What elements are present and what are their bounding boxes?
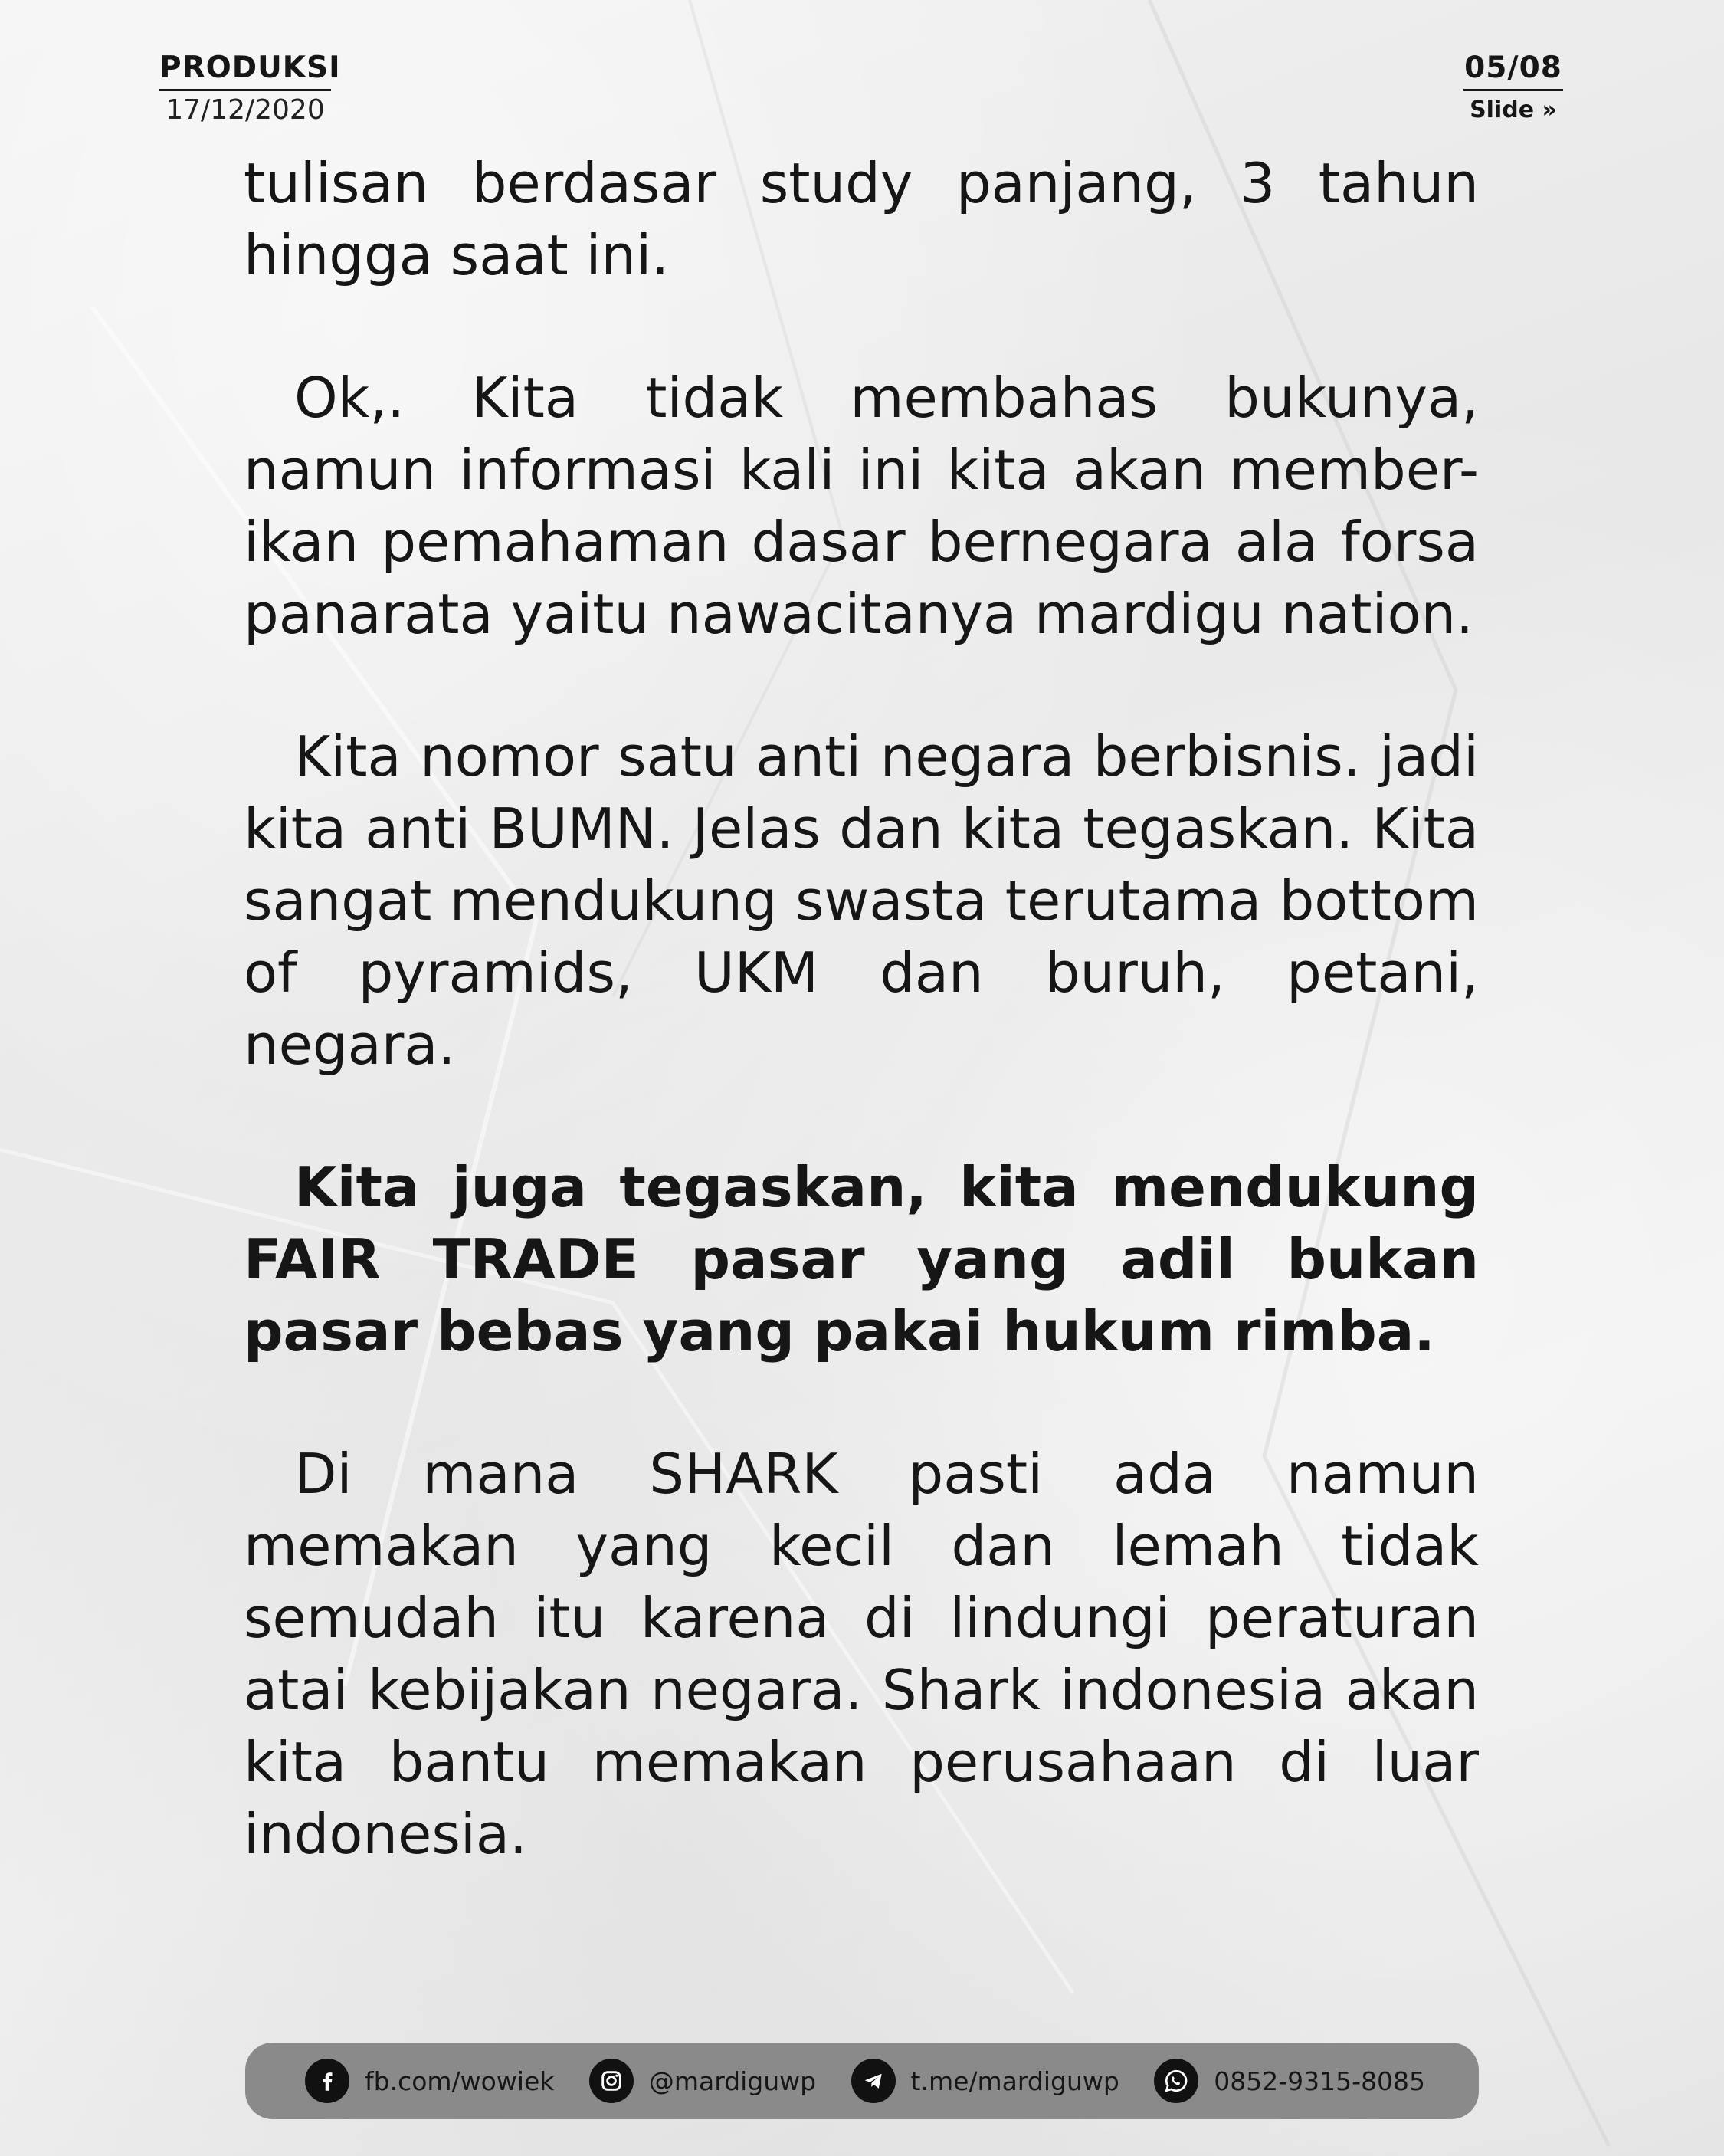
telegram-handle: t.me/mardiguwp <box>910 2066 1119 2096</box>
telegram-link[interactable] <box>851 2059 1119 2103</box>
next-slide-link[interactable]: Slide » <box>1470 97 1557 123</box>
article-body <box>244 147 1479 1941</box>
header-right <box>1463 49 1563 130</box>
telegram-icon <box>851 2059 896 2103</box>
social-footer-bar <box>245 2043 1479 2119</box>
facebook-handle: fb.com/wowiek <box>365 2066 555 2096</box>
instagram-link[interactable] <box>589 2059 816 2103</box>
instagram-handle: @mardiguwp <box>648 2066 817 2096</box>
paragraph-3: Kita nomor satu anti negara berbisnis. jadi kita anti BUMN. Jelas dan kita tegaskan. Kita sangat mendukung swasta terutama bottom of pyramids, UKM dan buruh, petani, negara. <box>244 724 1479 1077</box>
whatsapp-link[interactable] <box>1154 2059 1425 2103</box>
whatsapp-icon <box>1154 2059 1198 2103</box>
whatsapp-number: 0852-9315-8085 <box>1214 2066 1425 2096</box>
header-left <box>159 49 341 130</box>
publish-date: 17/12/2020 <box>166 94 325 126</box>
page-indicator: 05/08 <box>1463 49 1563 91</box>
paragraph-5: Di mana SHARK pasti ada namun memakan yang kecil dan lemah tidak semudah itu karena di lindungi peraturan atai kebijakan negara. Shark indonesia akan kita bantu memakan perusahaan di luar indonesia. <box>244 1442 1479 1866</box>
paragraph-4-emphasis: Kita juga tegaskan, kita mendukung FAIR TRADE pasar yang adil bukan pasar bebas yang pakai hukum rimba. <box>244 1155 1479 1363</box>
facebook-icon <box>305 2059 349 2103</box>
paragraph-2: Ok,. Kita tidak membahas bukunya, namun informasi kali ini kita akan member-ikan pemahaman dasar bernegara ala forsa panarata yaitu nawacitanya mardigu nation. <box>244 366 1479 646</box>
section-title: PRODUKSI <box>159 49 331 91</box>
facebook-link[interactable] <box>305 2059 554 2103</box>
paragraph-1: tulisan berdasar study panjang, 3 tahun hingga saat ini. <box>244 151 1479 287</box>
instagram-icon <box>589 2059 634 2103</box>
